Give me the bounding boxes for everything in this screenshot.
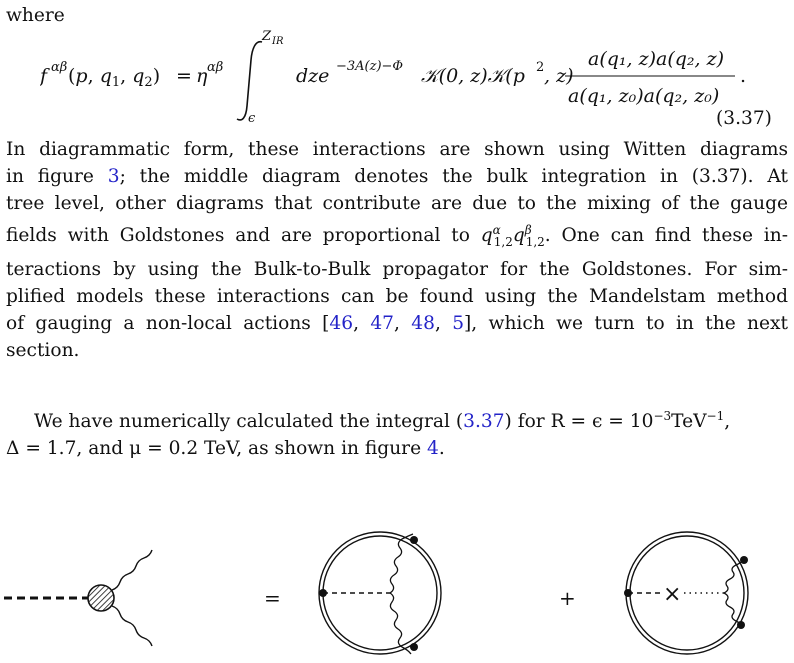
ref-5-link[interactable]: 5 [452,312,465,334]
eq-kernel1: 𝒦(0, z)𝒦(p [421,65,525,87]
eq-lhs-f: f [40,65,48,87]
para1-line: section. [6,339,80,361]
equation-3-37-link[interactable]: 3.37 [463,411,505,433]
eq-lhs-sup: αβ [51,60,68,75]
para2-line: Δ = 1.7, and μ = 0.2 TeV, as shown in figure 4. [6,438,445,460]
figure-4-link[interactable]: 4 [426,438,439,460]
eq-integrand: dze [296,65,330,87]
gauge-propagator-wavy [390,593,411,654]
equation-3-37 [40,22,794,132]
para2-line: We have numerically calculated the integral (3.37) for $R = \epsilon = 10^{-3}TeV^{-1}$, [34,409,731,433]
boundary-outer-circle [626,532,748,654]
bulk-integration-diagram [319,532,441,654]
vertex-dot [410,536,418,544]
vertex-dot [319,589,327,597]
vertex-dot [740,556,748,564]
eq-eta: η [196,65,208,87]
eq-equals: = [176,65,192,87]
goldstone-mixing-diagram [624,532,748,654]
eq-upper-limit-sub: IR [272,36,284,47]
eq-upper-limit: Z [262,29,272,44]
gauge-propagator-wavy [724,560,743,593]
effective-vertex-diagram [4,550,152,646]
gauge-wavy-line [112,606,152,646]
vertex-dot [410,643,418,651]
equals-sign: = [264,586,281,610]
plus-sign: + [559,586,576,610]
para1-line: teractions by using the Bulk-to-Bulk propagator for the Goldstones. For sim- [6,258,788,280]
ref-46-link[interactable]: 46 [329,312,354,334]
eq-lhs-args: (p, $q_1$, $q_2$) [68,65,161,90]
ref-47-link[interactable]: 47 [370,312,395,334]
vertex-dot [737,621,745,629]
para1-line: in figure 3; the middle diagram denotes the bulk integration in (3.37). At [6,166,788,187]
eq-kernel2: , z) [544,65,574,87]
eq-eta-sup: αβ [207,60,224,75]
para1-line: plified models these interactions can be found using the Mandelstam method [6,285,788,307]
paragraph-diagrammatic [6,136,788,364]
where-text: where [6,5,65,26]
para1-line: of gauging a non-local actions [46, 47, 48, 5], which we turn to in the next [6,312,788,334]
eq-denominator: a(q₁, z₀)a(q₂, z₀) [568,85,720,107]
eq-dot: . [740,65,747,87]
eq-lower-limit: ϵ [248,111,256,126]
para1-line: In diagrammatic form, these interactions are shown using Witten diagrams [6,139,788,160]
figure-3-link[interactable]: 3 [107,166,120,187]
hatched-blob [88,585,114,611]
eq-numerator: a(q₁, z)a(q₂, z) [588,48,725,70]
witten-diagrams-figure [0,520,794,663]
mixing-cross: × [663,582,682,607]
eq-integral-sign [237,42,262,120]
para1-line: fields with Goldstones and are proportional to $q^\alpha_{1,2}q^\beta_{1,2}$. One can find these in- [6,223,789,249]
vertex-dot [624,589,632,597]
para1-line: tree level, other diagrams that contribute are due to the mixing of the gauge [6,193,788,214]
equation-number: (3.37) [716,108,772,129]
eq-exponent: −3A(z)−Φ [336,59,404,74]
paragraph-numerical [6,403,788,462]
ref-48-link[interactable]: 48 [411,312,435,334]
gauge-wavy-line [112,550,152,590]
gauge-propagator-wavy [390,534,413,593]
gauge-propagator-wavy [724,593,741,625]
eq-p-sq: 2 [536,60,545,75]
